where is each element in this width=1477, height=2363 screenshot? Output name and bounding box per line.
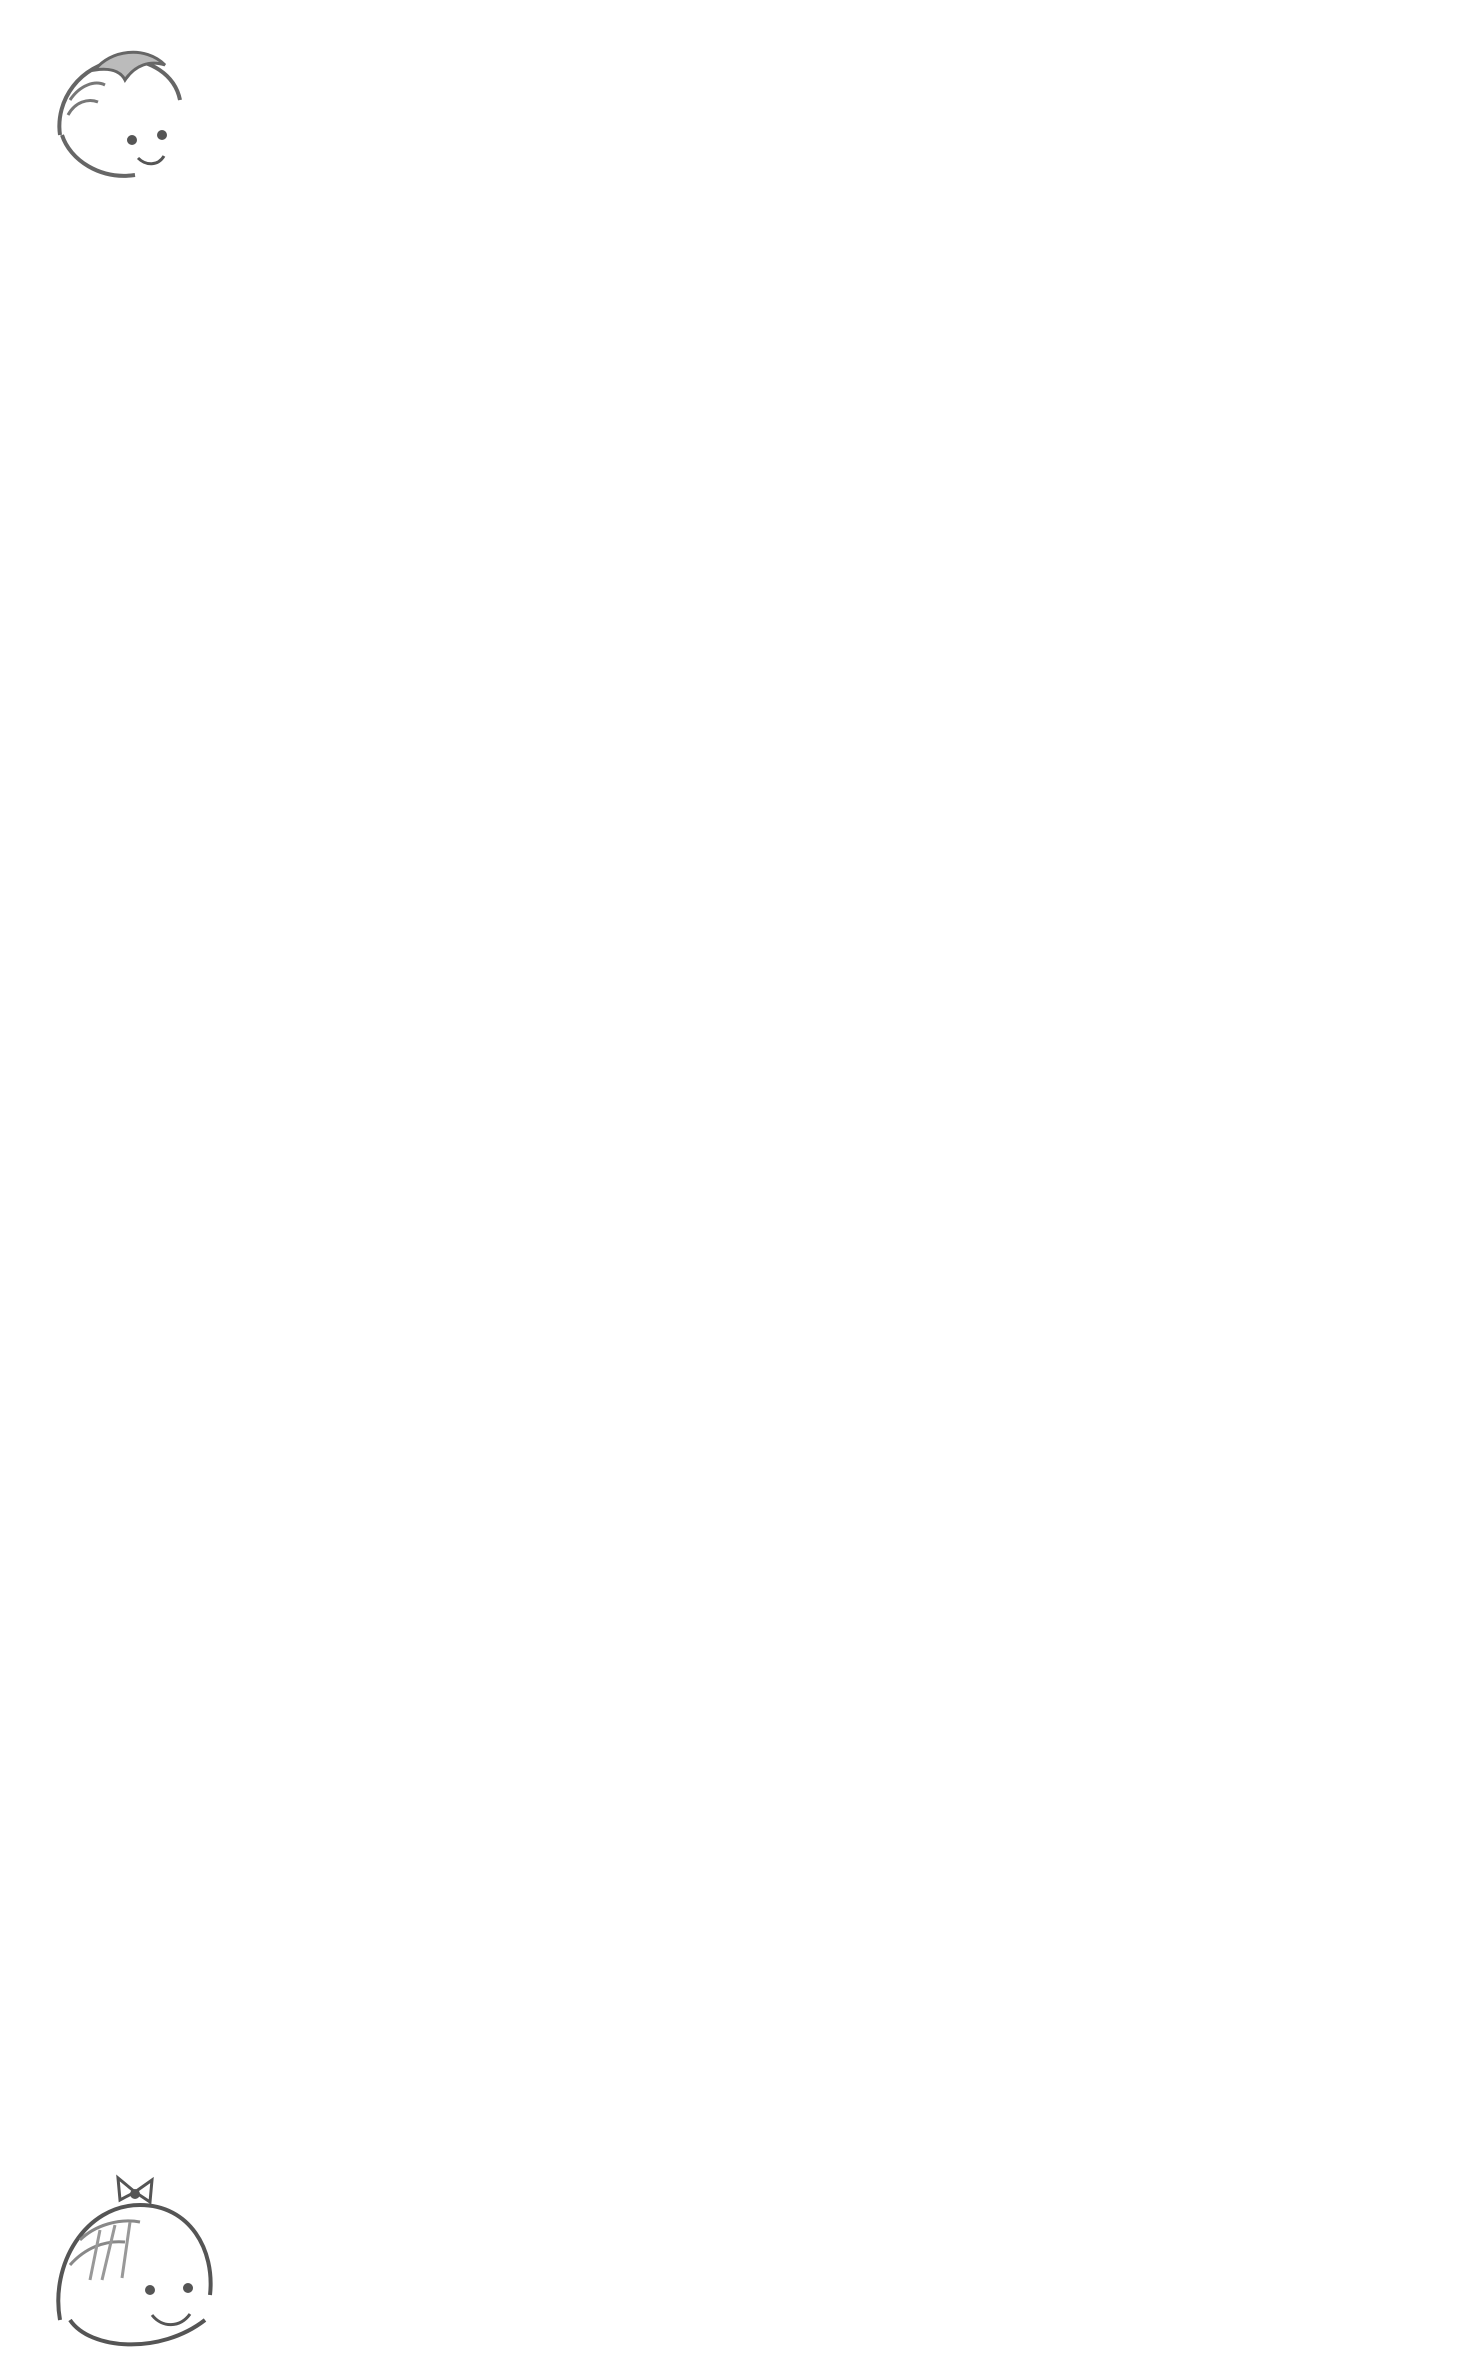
left-dotted-border — [92, 178, 122, 2163]
girl-face-icon — [40, 40, 210, 190]
top-dotted-border — [205, 92, 1330, 122]
bottom-dotted-border — [240, 2248, 1340, 2284]
girl-face-with-bow-icon — [40, 2170, 230, 2360]
